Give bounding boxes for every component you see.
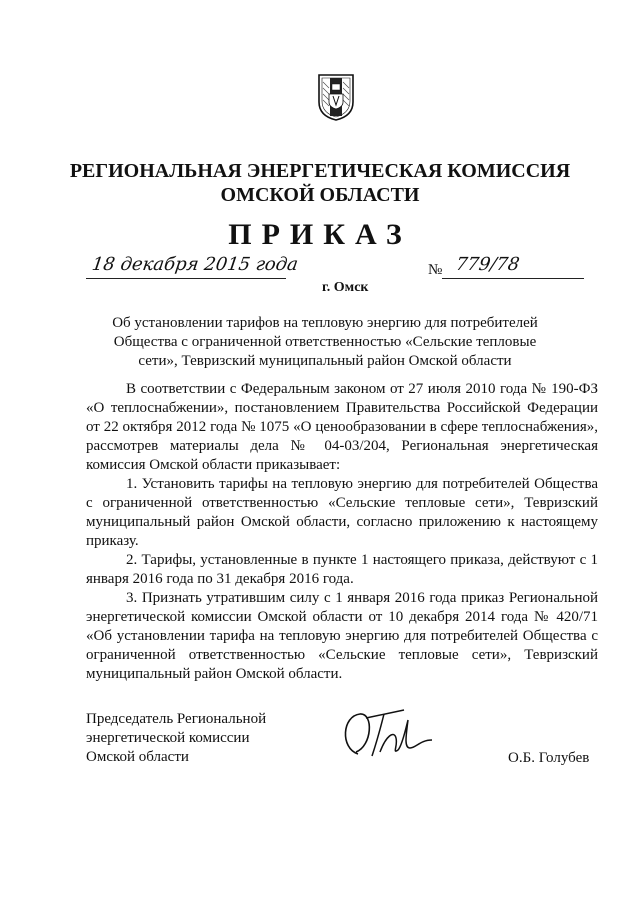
organization-region: ОМСКОЙ ОБЛАСТИ: [220, 184, 420, 206]
organization-name: РЕГИОНАЛЬНАЯ ЭНЕРГЕТИЧЕСКАЯ КОМИССИЯ: [69, 160, 571, 182]
date-underline: [86, 278, 286, 279]
clause-2: 2. Тарифы, установленные в пункте 1 настоящего приказа, действуют с 1 января 2016 года по 31 декабря 2016 года.: [86, 552, 598, 587]
order-number: 779/78: [454, 254, 521, 275]
order-number-label: №: [428, 262, 443, 278]
signatory-title-line: Омской области: [86, 749, 189, 765]
order-subject: [100, 314, 550, 371]
signature-image: [336, 706, 446, 771]
signatory-title: [86, 710, 266, 767]
preamble-paragraph: В соответствии с Федеральным законом от 27 июля 2010 года № 190-ФЗ «О теплоснабжении», постановлением Правительства Российской Федерации от 22 октября 2012 года № 1075 «О ценообразовании в сфере теплоснабжения», рассмотрев материалы дела № 04-03/204, Региональная энергетическая комиссия Омской области приказывает:: [86, 381, 598, 473]
signatory-name: О.Б. Голубев: [508, 750, 590, 766]
signatory-title-line: энергетической комиссии: [86, 730, 250, 746]
number-underline: [442, 278, 584, 279]
subject-line: Общества с ограниченной ответственностью «Сельские тепловые: [113, 334, 537, 350]
coat-of-arms-icon: [316, 72, 356, 122]
signatory-title-line: Председатель Региональной: [86, 711, 267, 727]
order-date: 18 декабря 2015 года: [90, 254, 300, 275]
city-label: г. Омск: [322, 280, 369, 295]
order-body: [86, 380, 598, 684]
clause-3: 3. Признать утратившим силу с 1 января 2016 года приказ Региональной энергетической комиссии Омской области от 10 декабря 2014 года № 420/71 «Об установлении тарифа на тепловую энергию для потребителей Общества с ограниченной ответственностью «Сельские тепловые сети», Тевризский муниципальный район Омской области.: [86, 590, 598, 682]
subject-line: сети», Тевризский муниципальный район Омской области: [138, 353, 512, 369]
clause-1: 1. Установить тарифы на тепловую энергию для потребителей Общества с ограниченной ответственностью «Сельские тепловые сети», Тевризский муниципальный район Омской области, согласно приложению к настоящему приказу.: [86, 476, 598, 549]
subject-line: Об установлении тарифов на тепловую энергию для потребителей: [112, 315, 538, 331]
document-title: ПРИКАЗ: [228, 218, 412, 251]
